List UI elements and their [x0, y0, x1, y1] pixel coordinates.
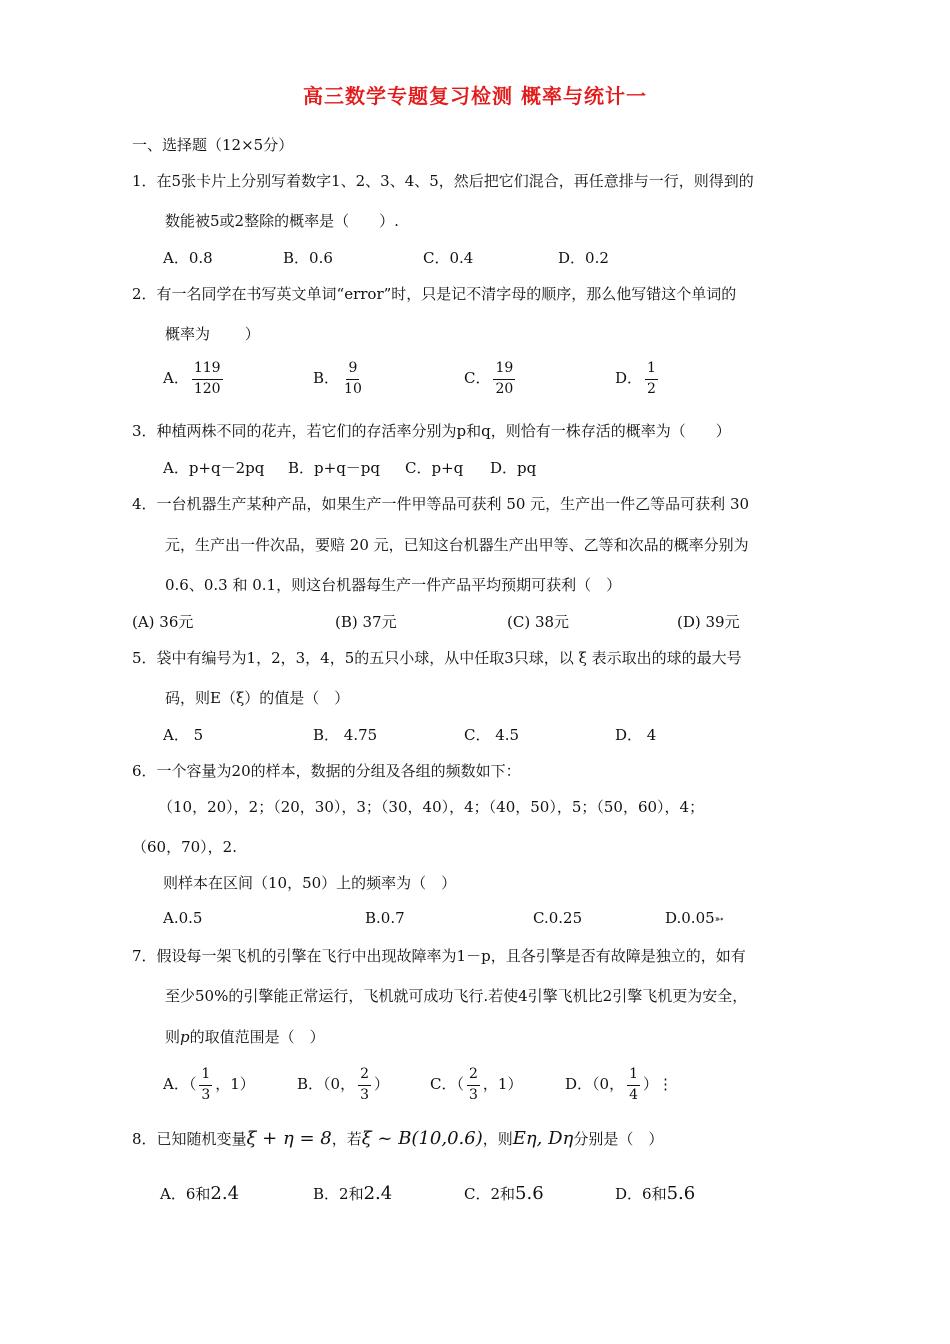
question-2-line-2: 概率为 ） — [165, 325, 260, 343]
question-7-line-3 — [165, 1026, 325, 1047]
q5-option-c: C． 4.5 — [464, 726, 520, 744]
q7-option-c-prefix: C．（ — [430, 1075, 464, 1093]
q2-option-b-fraction — [342, 360, 364, 398]
q2-option-a-label: A． — [163, 369, 189, 387]
q8-option-d-prefix: D．6和 — [615, 1185, 667, 1203]
q6-option-b: B.0.7 — [365, 909, 405, 927]
q7-option-a-fraction — [199, 1066, 212, 1104]
question-2-line-1: 2．有一名同学在书写英文单词“error”时，只是记不清字母的顺序，那么他写错这个单词的 — [132, 285, 737, 303]
q7-option-c — [430, 1066, 522, 1104]
q8-option-b-prefix: B．2和 — [313, 1185, 364, 1203]
q8-option-c-prefix: C．2和 — [464, 1185, 516, 1203]
question-1-line-1: 1．在5张卡片上分别写着数字1、2、3、4、5，然后把它们混合，再任意排与一行，则得到的 — [132, 172, 754, 190]
q6-option-d — [665, 909, 724, 927]
denominator: 3 — [360, 1086, 369, 1103]
q2-option-c-fraction — [493, 360, 515, 398]
question-4-line-2: 元，生产出一件次品，要赔 20 元，已知这台机器生产出甲等、乙等和次品的概率分别为 — [165, 536, 749, 554]
q8-option-c-value: 5.6 — [515, 1183, 544, 1204]
denominator: 2 — [647, 380, 656, 397]
q2-option-d — [615, 360, 661, 398]
denominator: 120 — [193, 380, 221, 397]
q8-option-c — [464, 1183, 544, 1204]
question-4-line-3: 0.6、0.3 和 0.1，则这台机器每生产一件产品平均预期可获利（ ） — [165, 576, 622, 594]
q8-formula-binomial: ξ ~ B(10,0.6) — [361, 1128, 483, 1149]
q2-option-c — [464, 360, 518, 398]
q4-option-d: (D) 39元 — [677, 613, 740, 631]
q7-option-b-fraction — [358, 1066, 371, 1104]
q8-text-3: ，则 — [482, 1130, 513, 1148]
question-6-line-3: （60，70），2. — [132, 838, 237, 856]
q7-option-b-suffix: ） — [374, 1075, 390, 1093]
q8-formula-sum: ξ + η = 8 — [246, 1128, 332, 1149]
q3-option-a: A．p+q－2pq — [163, 459, 265, 477]
q7-option-d — [565, 1066, 673, 1104]
q7-option-d-suffix: ）⋮ — [643, 1075, 674, 1093]
q8-formula-expectation: Eη, Dη — [512, 1128, 574, 1149]
q8-text-2: ，若 — [331, 1130, 362, 1148]
q7-option-d-prefix: D．（0， — [565, 1075, 625, 1093]
q7-line-3-start: 则 — [165, 1028, 181, 1046]
variable-p: p — [180, 1028, 190, 1046]
question-3-line-1: 3．种植两株不同的花卉，若它们的存活率分别为p和q，则恰有一株存活的概率为（ ） — [132, 422, 731, 440]
denominator: 4 — [629, 1086, 638, 1103]
q3-option-d: D．pq — [490, 459, 537, 477]
q8-text-1: 8．已知随机变量 — [132, 1130, 247, 1148]
q8-option-a-prefix: A．6和 — [160, 1185, 211, 1203]
q2-option-d-label: D． — [615, 369, 643, 387]
q8-option-a-value: 2.4 — [210, 1183, 240, 1204]
q7-option-d-fraction — [627, 1066, 640, 1104]
question-6-line-1: 6．一个容量为20的样本，数据的分组及各组的频数如下： — [132, 762, 521, 780]
numerator: 1 — [627, 1066, 640, 1086]
q2-option-b-label: B． — [313, 369, 340, 387]
denominator: 20 — [495, 380, 514, 397]
q1-option-b: B．0.6 — [283, 249, 333, 267]
q1-option-c: C．0.4 — [423, 249, 474, 267]
denominator: 3 — [201, 1086, 211, 1103]
q7-option-c-fraction — [467, 1066, 480, 1104]
denominator: 10 — [344, 380, 362, 397]
question-7-line-2: 至少50%的引擎能正常运行，飞机就可成功飞行.若使4引擎飞机比2引擎飞机更为安全， — [165, 987, 748, 1005]
q8-option-b-value: 2.4 — [363, 1183, 393, 1204]
q4-option-c: (C) 38元 — [507, 613, 570, 631]
q3-option-b: B．p+q－pq — [288, 459, 380, 477]
question-1-line-2: 数能被5或2整除的概率是（ ）. — [165, 212, 399, 230]
q7-option-c-suffix: ，1） — [482, 1075, 523, 1093]
document-title: 高三数学专题复习检测 概率与统计一 — [303, 84, 647, 108]
question-6-line-2: （10，20），2；（20，30），3；（30，40），4；（40，50），5；（50，60），4； — [158, 798, 705, 816]
q6-option-d-text: D.0.05 — [665, 909, 715, 927]
q4-option-b: (B) 37元 — [335, 613, 397, 631]
question-4-line-1: 4．一台机器生产某种产品，如果生产一件甲等品可获利 50 元，生产出一件乙等品可获利 30 — [132, 495, 750, 513]
numerator: 19 — [493, 360, 515, 380]
q1-option-d: D．0.2 — [558, 249, 609, 267]
q5-option-a: A． 5 — [163, 726, 204, 744]
q7-option-b — [297, 1066, 389, 1104]
question-6-line-4: 则样本在区间（10，50）上的频率为（ ） — [163, 874, 457, 892]
q8-option-b — [313, 1183, 392, 1204]
q8-option-d-value: 5.6 — [666, 1183, 696, 1204]
q8-option-a — [160, 1183, 239, 1204]
q7-option-a-prefix: A．（ — [163, 1075, 197, 1093]
q2-option-c-label: C． — [464, 369, 491, 387]
q2-option-a — [163, 360, 226, 398]
q7-line-3-end: 的取值范围是（ ） — [189, 1028, 325, 1046]
q6-option-a: A.0.5 — [163, 909, 203, 927]
numerator: 119 — [192, 360, 223, 380]
q7-option-a-suffix: ，1） — [215, 1075, 255, 1093]
q6-option-c: C.0.25 — [533, 909, 583, 927]
q8-option-d — [615, 1183, 695, 1204]
section-heading: 一、选择题（12×5分） — [132, 136, 294, 154]
q5-option-b: B． 4.75 — [313, 726, 378, 744]
numerator: 2 — [467, 1066, 480, 1086]
denominator: 3 — [468, 1086, 478, 1103]
scribble-mark-icon: ➳ — [714, 912, 724, 926]
q3-option-c: C．p+q — [405, 459, 464, 477]
q7-option-b-prefix: B．（0， — [297, 1075, 356, 1093]
numerator: 1 — [645, 360, 658, 380]
q2-option-d-fraction — [645, 360, 658, 398]
q4-option-a: (A) 36元 — [132, 613, 194, 631]
q7-option-a — [163, 1066, 255, 1104]
q2-option-b — [313, 360, 367, 398]
question-7-line-1: 7．假设每一架飞机的引擎在飞行中出现故障率为1－p，且各引擎是否有故障是独立的，如有 — [132, 947, 746, 965]
q5-option-d: D． 4 — [615, 726, 657, 744]
q2-option-a-fraction — [192, 360, 223, 398]
numerator: 1 — [199, 1066, 212, 1086]
question-8-line-1 — [132, 1128, 663, 1149]
q1-option-a: A．0.8 — [163, 249, 213, 267]
q8-text-4: 分别是（ ） — [573, 1130, 664, 1148]
question-5-line-2: 码，则E（ξ）的值是（ ） — [165, 689, 350, 707]
numerator: 2 — [358, 1066, 371, 1086]
numerator: 9 — [346, 360, 359, 380]
question-5-line-1: 5．袋中有编号为1，2，3，4，5的五只小球，从中任取3只球，以 ξ 表示取出的球的最大号 — [132, 649, 742, 667]
